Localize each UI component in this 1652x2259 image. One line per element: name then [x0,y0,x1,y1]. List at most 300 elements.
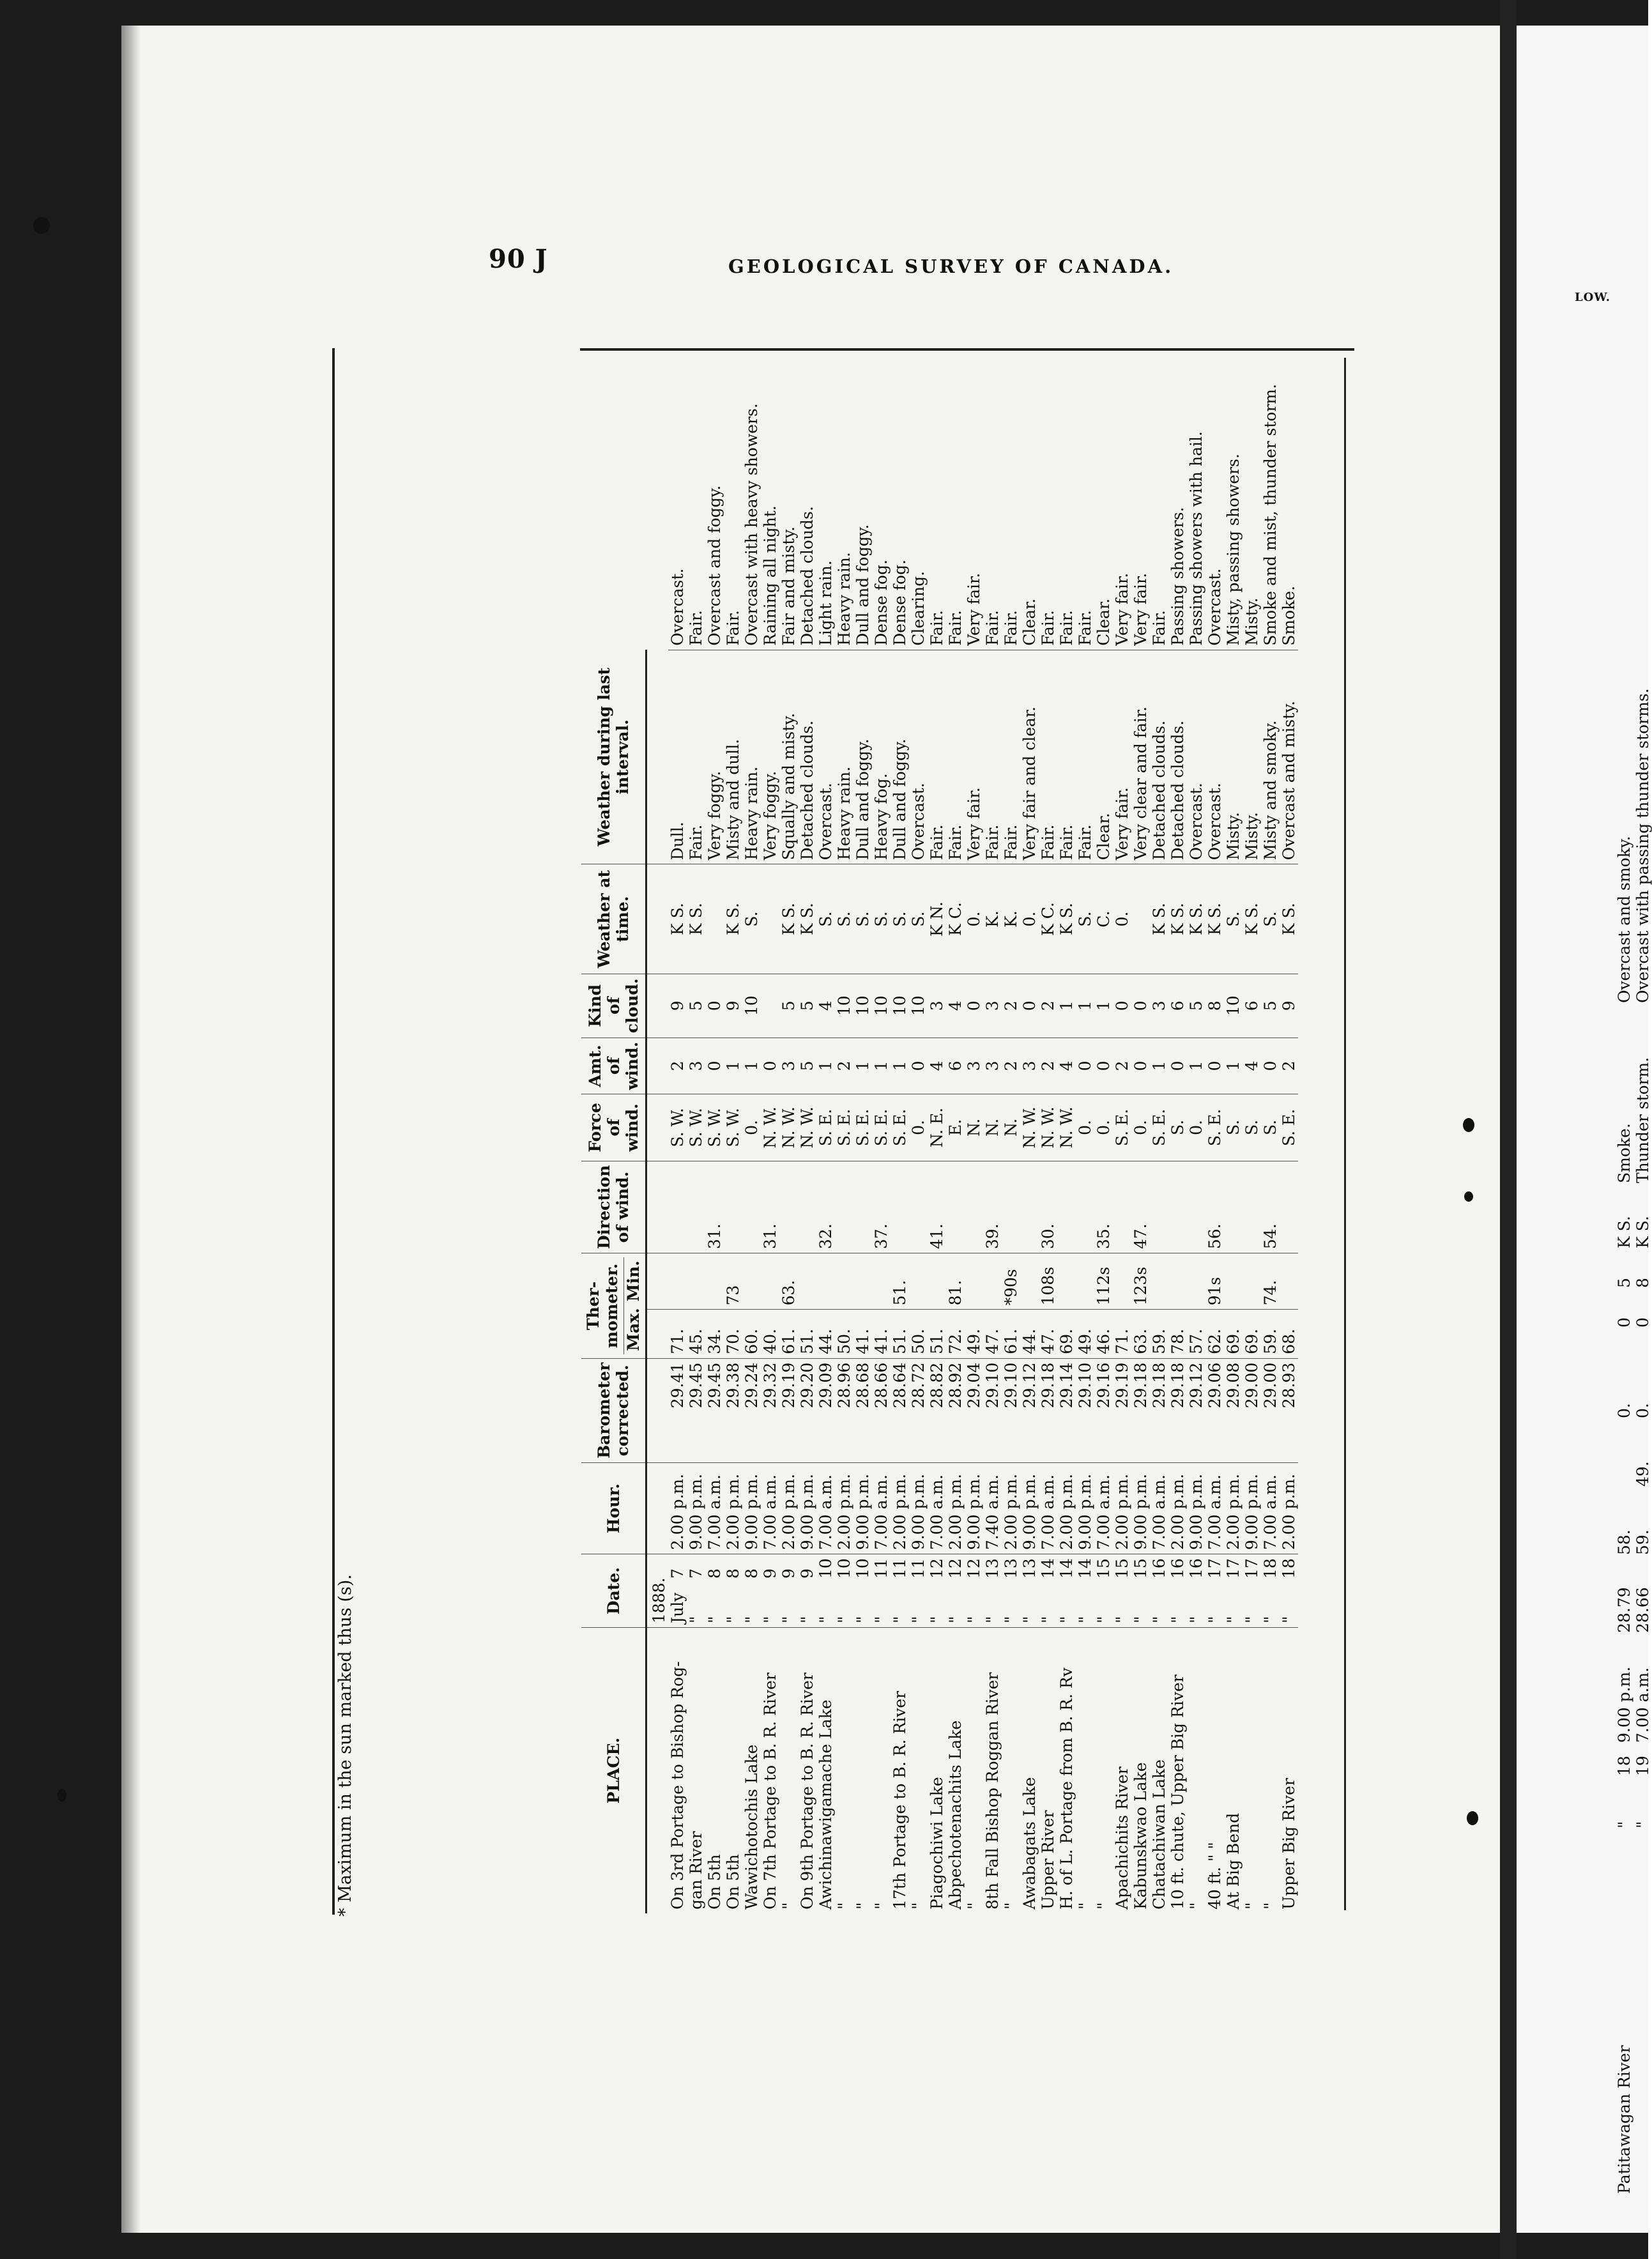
page-gutter-shadow [121,26,141,2233]
cell-amt: 3 [1150,974,1168,1038]
ink-spot [33,217,50,234]
cell-wt: Overcast. [1187,650,1205,864]
ink-spot [57,1789,66,1802]
cell-wt: Overcast. [816,650,835,864]
table-row [1150,361,1168,1913]
cell-kind: K S. [687,864,705,974]
table-row [928,361,946,1913]
cell-baro: 29.10 [1076,1358,1094,1462]
cell-kind: S. [816,864,835,974]
cell-baro: 28.92 [946,1358,965,1462]
cell-day: 10 [816,1558,835,1579]
next-page-cell-temp: 59. [1633,1529,1652,1555]
cell-max: 73 [724,1253,742,1310]
cell-dir: S. E. [835,1094,853,1161]
cell-hour: 2.00 p.m. [1057,1462,1076,1554]
cell-wl: Fair. [1150,361,1168,650]
cell-amt: 10 [742,974,761,1038]
cell-hour: 2.00 p.m. [724,1462,742,1554]
cell-month: " [1168,1616,1187,1623]
next-page-cell-amt: 5 [1615,1278,1633,1288]
cell-hour: 7.00 a.m. [1039,1462,1057,1554]
cell-place: " [1002,1902,1020,1910]
cell-force: 2 [1280,1038,1298,1094]
next-page-cell-wt: Thunder storm. [1633,1057,1652,1183]
cell-date [835,1554,853,1628]
cell-wt: Fair. [1039,650,1057,864]
cell-dir: 0. [1094,1094,1113,1161]
cell-wt: Fair. [1002,650,1020,864]
cell-dir: N. [1002,1094,1020,1161]
cell-amt: 6 [1168,974,1187,1038]
cell-dir: 0. [909,1094,928,1161]
cell-day: 11 [872,1558,891,1579]
cell-hour: 9.00 p.m. [1076,1462,1094,1554]
cell-dir: E. [946,1094,965,1161]
cell-min: 31. [705,1161,724,1253]
cell-amt: 6 [1243,974,1261,1038]
cell-wl: Overcast with heavy showers. [742,361,761,650]
cell-day: 7 [687,1568,705,1579]
cell-temp: 69. [1224,1310,1243,1358]
cell-amt: 9 [1280,974,1298,1038]
cell-date [1224,1554,1243,1628]
cell-date [946,1554,965,1628]
cell-month: " [1113,1616,1131,1623]
cell-hour: 9.00 p.m. [1131,1462,1150,1554]
cell-baro: 29.41 [668,1358,687,1462]
cell-dir: N. [965,1094,983,1161]
cell-temp: 50. [835,1310,853,1358]
table-row [724,361,742,1913]
cell-place: At Big Bend [1224,1812,1243,1910]
cell-wl: Smoke. [1280,361,1298,650]
cell-temp: 69. [1243,1310,1261,1358]
cell-kind: K S. [798,864,816,974]
cell-max [1113,1253,1131,1310]
cell-date [1205,1554,1224,1628]
cell-wl: Fair. [724,361,742,650]
cell-min [1076,1161,1094,1253]
cell-place: " [779,1902,798,1910]
cell-dir: S. E. [816,1094,835,1161]
cell-baro: 29.18 [1168,1358,1187,1462]
cell-dir: N. W. [761,1094,779,1161]
cell-temp: 60. [742,1310,761,1358]
cell-dir: 0. [1131,1094,1150,1161]
cell-max [1150,1253,1168,1310]
cell-day: 17 [1243,1558,1261,1579]
cell-force: 3 [983,1038,1002,1094]
next-page-row [1633,616,1652,2198]
next-page-cell-max [1615,1422,1633,1490]
cell-baro: 29.00 [1261,1358,1280,1462]
next-page-cell-wt: Smoke. [1615,1123,1633,1183]
cell-dir: N. W. [798,1094,816,1161]
cell-max [853,1253,872,1310]
cell-hour: 2.00 p.m. [779,1462,798,1554]
cell-baro: 29.45 [705,1358,724,1462]
cell-max [965,1253,983,1310]
cell-force: 6 [946,1038,965,1094]
cell-baro: 28.72 [909,1358,928,1462]
cell-day: 16 [1168,1558,1187,1579]
table-row [853,361,872,1913]
cell-temp: 49. [1076,1310,1094,1358]
cell-min [1020,1161,1039,1253]
running-title: GEOLOGICAL SURVEY OF CANADA. [728,256,1174,277]
cell-date [816,1554,835,1628]
cell-day: 12 [965,1558,983,1579]
cell-min [779,1161,798,1253]
cell-temp: 50. [909,1310,928,1358]
cell-dir: S. [1224,1094,1243,1161]
cell-wl: Very fair. [1113,361,1131,650]
cell-force: 0 [1168,1038,1187,1094]
cell-temp: 41. [872,1310,891,1358]
table-row [1224,361,1243,1913]
cell-hour: 2.00 p.m. [1113,1462,1131,1554]
cell-month: " [1261,1616,1280,1623]
table-row [1020,361,1039,1913]
cell-kind: K S. [1205,864,1224,974]
cell-temp: 78. [1168,1310,1187,1358]
cell-day: 15 [1094,1558,1113,1579]
cell-min [798,1161,816,1253]
col-header-place: PLACE. [581,1627,646,1913]
cell-kind: K S. [1057,864,1076,974]
book-spine [1500,0,1517,2259]
cell-force: 3 [1020,1038,1039,1094]
cell-month: " [779,1616,798,1623]
next-page-cell-force: 0 [1615,1317,1633,1328]
cell-force: 0 [705,1038,724,1094]
cell-kind: K. [983,864,1002,974]
cell-hour: 7.40 a.m. [983,1462,1002,1554]
col-header-kind: Kind of cloud. [581,974,646,1038]
cell-force: 0 [1131,1038,1150,1094]
table-row [835,361,853,1913]
cell-max [705,1253,724,1310]
cell-kind: S. [891,864,909,974]
cell-baro: 29.20 [798,1358,816,1462]
ink-spot [1463,1118,1474,1132]
cell-place: " [909,1902,928,1910]
cell-day: 9 [798,1568,816,1579]
cell-wt: Dull. [668,650,687,864]
cell-dir: N. W. [1039,1094,1057,1161]
cell-date [1131,1554,1150,1628]
cell-amt: 10 [1224,974,1243,1038]
cell-dir: S. E. [853,1094,872,1161]
cell-temp: 63. [1131,1310,1150,1358]
cell-amt: 5 [687,974,705,1038]
cell-force: 4 [1243,1038,1261,1094]
cell-date [779,1554,798,1628]
cell-wt: Very clear and fair. [1131,650,1150,864]
cell-place: " [1076,1902,1094,1910]
weather-table [581,361,1298,1913]
cell-force: 2 [1002,1038,1020,1094]
next-page-table-rotated [1615,281,1652,2198]
cell-dir: S. W. [705,1094,724,1161]
cell-day: 11 [909,1558,928,1579]
cell-kind: K. [1002,864,1020,974]
table-row [1057,361,1076,1913]
cell-place: " [853,1902,872,1910]
cell-amt: 10 [872,974,891,1038]
next-page-cell-day: 18 [1615,1756,1633,1776]
cell-min [1280,1161,1298,1253]
cell-force: 1 [742,1038,761,1094]
cell-kind: S. [835,864,853,974]
cell-kind [705,864,724,974]
next-page-table-body [1615,616,1652,2198]
cell-dir: S. [1261,1094,1280,1161]
cell-date [1094,1554,1113,1628]
cell-max: *90s [1002,1253,1020,1310]
cell-hour: 7.00 a.m. [872,1462,891,1554]
cell-wl: Heavy rain. [835,361,853,650]
cell-day: 11 [891,1558,909,1579]
table-row [983,361,1002,1913]
scan-border-bottom [0,2233,1648,2259]
cell-month: " [724,1616,742,1623]
cell-max [1057,1253,1076,1310]
cell-wl: Dense fog. [891,361,909,650]
cell-hour: 2.00 p.m. [1168,1462,1187,1554]
cell-dir: S. E. [1280,1094,1298,1161]
cell-baro: 28.68 [853,1358,872,1462]
cell-place: Awabagats Lake [1020,1777,1039,1910]
next-page-header-fragment: LOW. [1575,291,1611,304]
cell-wt: Very fair and clear. [1020,650,1039,864]
cell-max [1020,1253,1039,1310]
cell-month: " [909,1616,928,1623]
cell-month: " [1131,1616,1150,1623]
cell-temp: 51. [891,1310,909,1358]
cell-wt: Overcast and misty. [1280,650,1298,864]
cell-kind: K S. [1280,864,1298,974]
cell-amt: 10 [909,974,928,1038]
cell-baro: 29.24 [742,1358,761,1462]
cell-kind [1131,864,1150,974]
cell-kind: 0. [965,864,983,974]
cell-amt: 9 [668,974,687,1038]
table-row [1168,361,1187,1913]
cell-amt: 5 [1187,974,1205,1038]
next-page-cell-dir: 0. [1615,1403,1633,1418]
cell-force: 1 [816,1038,835,1094]
cell-amt: 0 [1113,974,1131,1038]
cell-force: 3 [779,1038,798,1094]
cell-temp: 59. [1150,1310,1168,1358]
cell-day: 12 [946,1558,965,1579]
cell-min [909,1161,928,1253]
cell-min: 54. [1261,1161,1280,1253]
cell-month: " [928,1616,946,1623]
cell-temp: 51. [798,1310,816,1358]
cell-wl: Smoke and mist, thunder storm. [1261,361,1280,650]
weather-table-rotated [581,361,1322,1913]
cell-month: " [1076,1616,1094,1623]
table-row [1261,361,1280,1913]
cell-month: " [1020,1616,1039,1623]
col-header-min: Min. [624,1260,643,1302]
cell-month: " [705,1616,724,1623]
cell-day: 13 [1020,1558,1039,1579]
cell-temp: 70. [724,1310,742,1358]
cell-temp: 69. [1057,1310,1076,1358]
cell-hour: 2.00 p.m. [668,1462,687,1554]
cell-max [872,1253,891,1310]
ink-spot [1464,1191,1473,1202]
cell-place: 40 ft. " " [1205,1842,1224,1910]
cell-amt: 8 [1205,974,1224,1038]
cell-date [1039,1554,1057,1628]
cell-date [965,1554,983,1628]
cell-place: Abpechotenachits Lake [946,1720,965,1910]
cell-place: Chatachiwan Lake [1150,1759,1168,1910]
cell-date [909,1554,928,1628]
cell-wl: Passing showers with hail. [1187,361,1205,650]
cell-force: 4 [928,1038,946,1094]
cell-place: On 3rd Portage to Bishop Rog- [668,1661,687,1910]
cell-wl: Dense fog. [872,361,891,650]
col-header-weather-interval: Weather during last interval. [581,650,646,864]
cell-month: July [668,1592,687,1623]
cell-kind: K N. [928,864,946,974]
cell-force: 2 [668,1038,687,1094]
cell-max [909,1253,928,1310]
cell-date [742,1554,761,1628]
cell-hour: 9.00 p.m. [798,1462,816,1554]
cell-force: 3 [965,1038,983,1094]
cell-temp: 44. [816,1310,835,1358]
cell-temp: 34. [705,1310,724,1358]
cell-month: " [872,1616,891,1623]
cell-baro: 29.00 [1243,1358,1261,1462]
cell-hour: 7.00 a.m. [1150,1462,1168,1554]
cell-wt: Detached clouds. [1168,650,1187,864]
cell-max [1243,1253,1261,1310]
cell-place: Upper River [1039,1810,1057,1910]
cell-min [1187,1161,1205,1253]
next-page-cell-baro: 28.66 [1633,1587,1652,1633]
cell-wl: Raining all night. [761,361,779,650]
col-header-barometer: Barometer corrected. [581,1358,646,1462]
cell-min [891,1161,909,1253]
cell-date [687,1554,705,1628]
cell-month: " [946,1616,965,1623]
cell-place: " [1261,1902,1280,1910]
cell-temp: 68. [1280,1310,1298,1358]
cell-force: 1 [1224,1038,1243,1094]
cell-baro: 29.09 [816,1358,835,1462]
cell-wl: Overcast. [1205,361,1224,650]
cell-month: " [965,1616,983,1623]
cell-date [1187,1554,1205,1628]
scan-border-left [0,0,121,2259]
cell-month: " [1243,1616,1261,1623]
cell-wl: Light rain. [816,361,835,650]
cell-wt: Dull and foggy. [891,650,909,864]
cell-dir: S. E. [1113,1094,1131,1161]
cell-min [1224,1161,1243,1253]
cell-baro: 29.18 [1150,1358,1168,1462]
cell-force: 1 [1150,1038,1168,1094]
cell-temp: 71. [1113,1310,1131,1358]
cell-amt: 0 [965,974,983,1038]
cell-hour: 9.00 p.m. [742,1462,761,1554]
cell-date [705,1554,724,1628]
cell-wl: Clearing. [909,361,928,650]
cell-kind: K C. [946,864,965,974]
cell-wl: Dull and foggy. [853,361,872,650]
cell-wt: Detached clouds. [798,650,816,864]
cell-wl: Fair. [1057,361,1076,650]
cell-kind: S. [1076,864,1094,974]
cell-force: 5 [798,1038,816,1094]
cell-month: " [1094,1616,1113,1623]
cell-max: 91s [1205,1253,1224,1310]
cell-dir: S. E. [1205,1094,1224,1161]
cell-amt: 2 [1002,974,1020,1038]
col-header-hour: Hour. [581,1462,646,1554]
cell-hour: 7.00 a.m. [1261,1462,1280,1554]
next-page-cell-kind: K S. [1633,1216,1652,1248]
next-page-cell-wl: Overcast with passing thunder storms. [1633,688,1652,1003]
next-page-cell-month: " [1633,1821,1652,1828]
cell-dir: S. E. [891,1094,909,1161]
cell-amt: 1 [1076,974,1094,1038]
cell-place: Kabunskwao Lake [1131,1762,1150,1910]
cell-day: 13 [983,1558,1002,1579]
cell-baro: 29.19 [1113,1358,1131,1462]
cell-temp: 47. [983,1310,1002,1358]
cell-force: 0 [1261,1038,1280,1094]
table-top-rule [580,348,1354,351]
next-page-table [1615,616,1652,2198]
next-page-cell-hour: 9.00 p.m. [1615,1666,1633,1743]
table-row [742,361,761,1913]
table-row [1002,361,1020,1913]
next-page-row [1615,616,1633,2198]
cell-baro: 29.12 [1187,1358,1205,1462]
cell-kind: S. [872,864,891,974]
cell-temp: 72. [946,1310,965,1358]
col-header-direction: Direction of wind. [581,1161,646,1253]
cell-baro: 29.14 [1057,1358,1076,1462]
cell-day: 17 [1224,1558,1243,1579]
cell-max: 51. [891,1253,909,1310]
cell-wl: Passing showers. [1168,361,1187,650]
table-row [1076,361,1094,1913]
table-left-rule [332,348,335,1915]
cell-force: 0 [909,1038,928,1094]
cell-day: 16 [1187,1558,1205,1579]
cell-hour: 7.00 a.m. [761,1462,779,1554]
cell-kind: 0. [1113,864,1131,974]
cell-max [1187,1253,1205,1310]
cell-hour: 7.00 a.m. [928,1462,946,1554]
cell-place: " [965,1902,983,1910]
cell-wl: Fair. [983,361,1002,650]
cell-min [1057,1161,1076,1253]
cell-month: " [761,1616,779,1623]
next-page-cell-hour: 7.00 a.m. [1633,1667,1652,1743]
cell-baro: 29.10 [983,1358,1002,1462]
